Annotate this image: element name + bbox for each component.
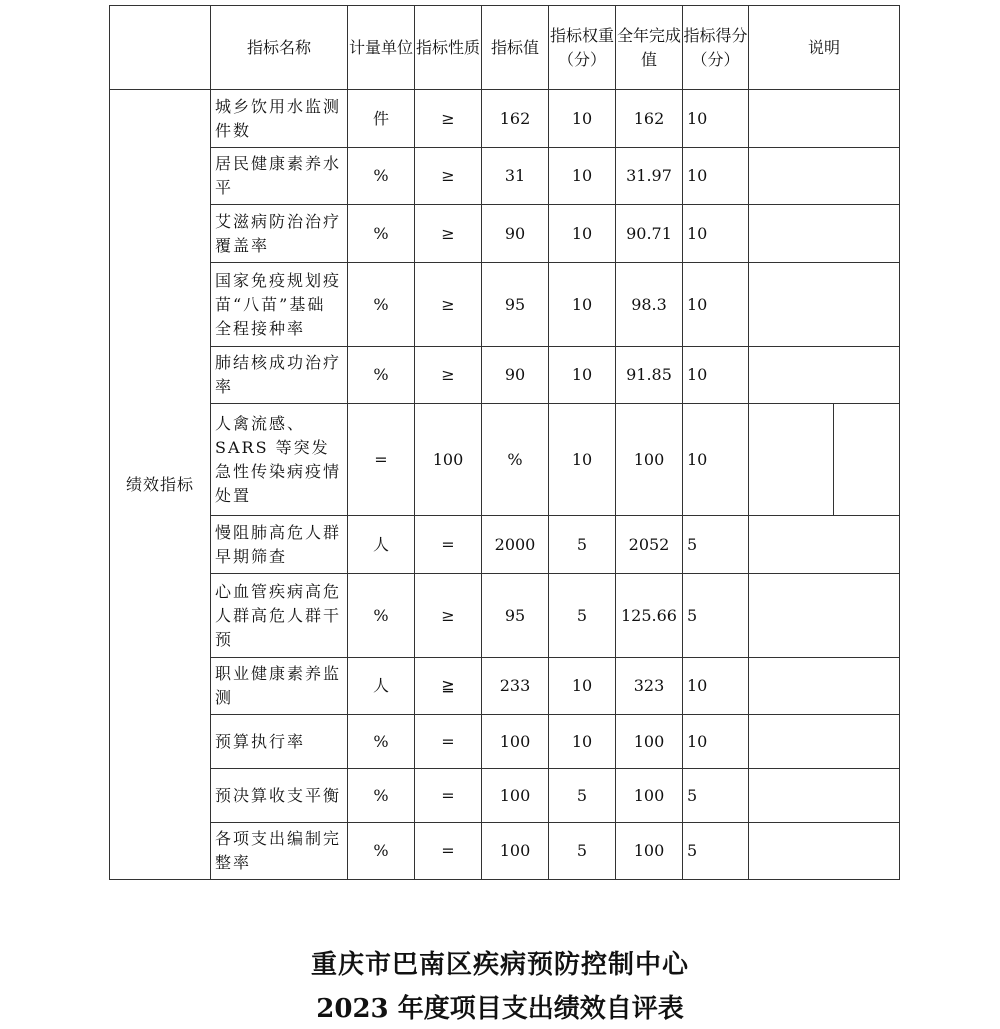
indicator-value-cell: 100 xyxy=(482,769,549,823)
indicator-note-cell xyxy=(749,205,900,263)
indicator-weight-cell: 10 xyxy=(549,148,616,205)
indicator-score-cell: 10 xyxy=(683,658,749,715)
indicator-name-cell: 艾滋病防治治疗覆盖率 xyxy=(211,205,348,263)
indicator-unit-cell: % xyxy=(348,769,415,823)
table-row xyxy=(110,823,900,880)
indicator-note-cell xyxy=(749,90,900,148)
indicator-actual-cell: 100 xyxy=(616,715,683,769)
indicator-weight-cell: 5 xyxy=(549,574,616,658)
indicator-actual-cell: 323 xyxy=(616,658,683,715)
indicator-value-cell: 90 xyxy=(482,205,549,263)
indicator-score-cell: 10 xyxy=(683,148,749,205)
indicator-nature-cell: ≥ xyxy=(415,263,482,347)
header-weight: 指标权重（分） xyxy=(549,6,616,90)
indicator-nature-cell: 100 xyxy=(415,404,482,516)
indicator-actual-cell: 31.97 xyxy=(616,148,683,205)
indicator-weight-cell: 10 xyxy=(549,404,616,516)
indicator-value-cell: % xyxy=(482,404,549,516)
indicator-weight-cell: 10 xyxy=(549,90,616,148)
indicator-note-cell xyxy=(749,715,900,769)
indicator-weight-cell: 5 xyxy=(549,769,616,823)
indicator-unit-cell: 件 xyxy=(348,90,415,148)
group-header-cell xyxy=(110,6,211,90)
indicator-score-cell: 5 xyxy=(683,823,749,880)
indicator-weight-cell: 10 xyxy=(549,715,616,769)
table-row xyxy=(110,148,900,205)
table-row xyxy=(110,658,900,715)
header-name: 指标名称 xyxy=(211,6,348,90)
indicator-name-cell: 人禽流感、SARS 等突发急性传染病疫情处置 xyxy=(211,404,348,516)
indicator-value-cell: 95 xyxy=(482,263,549,347)
indicator-name-cell: 国家免疫规划疫苗“八苗”基础全程接种率 xyxy=(211,263,348,347)
indicator-actual-cell: 98.3 xyxy=(616,263,683,347)
indicator-score-cell: 10 xyxy=(683,90,749,148)
performance-indicator-group-label: 绩效指标 xyxy=(110,90,211,880)
header-value: 指标值 xyxy=(482,6,549,90)
header-note: 说明 xyxy=(749,6,900,90)
indicator-name-cell: 职业健康素养监测 xyxy=(211,658,348,715)
header-unit: 计量单位 xyxy=(348,6,415,90)
indicator-nature-cell: ≥ xyxy=(415,574,482,658)
indicator-note-cell xyxy=(749,769,900,823)
indicator-nature-cell: = xyxy=(415,769,482,823)
indicator-unit-cell: % xyxy=(348,574,415,658)
indicator-score-cell: 5 xyxy=(683,516,749,574)
note-split-right xyxy=(834,404,899,515)
table-row xyxy=(110,347,900,404)
indicator-unit-cell: % xyxy=(348,347,415,404)
indicator-name-cell: 心血管疾病高危人群高危人群干预 xyxy=(211,574,348,658)
indicator-actual-cell: 91.85 xyxy=(616,347,683,404)
indicator-unit-cell: % xyxy=(348,823,415,880)
performance-table-wrapper xyxy=(109,5,900,880)
indicator-name-cell: 肺结核成功治疗率 xyxy=(211,347,348,404)
indicator-nature-cell: ≥ xyxy=(415,205,482,263)
indicator-name-cell: 预算执行率 xyxy=(211,715,348,769)
indicator-actual-cell: 125.66 xyxy=(616,574,683,658)
indicator-unit-cell: = xyxy=(348,404,415,516)
indicator-unit-cell: 人 xyxy=(348,516,415,574)
indicator-name-cell: 居民健康素养水平 xyxy=(211,148,348,205)
indicator-unit-cell: % xyxy=(348,715,415,769)
indicator-weight-cell: 5 xyxy=(549,516,616,574)
indicator-score-cell: 5 xyxy=(683,769,749,823)
indicator-weight-cell: 5 xyxy=(549,823,616,880)
indicator-actual-cell: 90.71 xyxy=(616,205,683,263)
indicator-note-cell xyxy=(749,148,900,205)
indicator-value-cell: 162 xyxy=(482,90,549,148)
table-row xyxy=(110,715,900,769)
document-title-line1: 重庆市巴南区疾病预防控制中心 xyxy=(310,950,689,980)
indicator-score-cell: 10 xyxy=(683,404,749,516)
document-title-line2: 2023 年度项目支出绩效自评表 xyxy=(316,994,684,1024)
indicator-weight-cell: 10 xyxy=(549,658,616,715)
indicator-name-cell: 预决算收支平衡 xyxy=(211,769,348,823)
indicator-value-cell: 233 xyxy=(482,658,549,715)
indicator-name-cell: 慢阻肺高危人群早期筛查 xyxy=(211,516,348,574)
indicator-score-cell: 10 xyxy=(683,347,749,404)
indicator-nature-cell: = xyxy=(415,823,482,880)
indicator-weight-cell: 10 xyxy=(549,205,616,263)
indicator-score-cell: 10 xyxy=(683,263,749,347)
header-score: 指标得分（分） xyxy=(683,6,749,90)
indicator-weight-cell: 10 xyxy=(549,347,616,404)
indicator-value-cell: 100 xyxy=(482,823,549,880)
indicator-note-cell xyxy=(749,658,900,715)
indicator-nature-cell: ≥ xyxy=(415,347,482,404)
header-actual: 全年完成值 xyxy=(616,6,683,90)
indicator-unit-cell: % xyxy=(348,205,415,263)
indicator-value-cell: 95 xyxy=(482,574,549,658)
indicator-value-cell: 31 xyxy=(482,148,549,205)
indicator-nature-cell: = xyxy=(415,715,482,769)
indicator-unit-cell: % xyxy=(348,148,415,205)
indicator-score-cell: 5 xyxy=(683,574,749,658)
indicator-note-cell xyxy=(749,574,900,658)
note-split xyxy=(749,404,899,515)
indicator-score-cell: 10 xyxy=(683,205,749,263)
table-row xyxy=(110,404,900,516)
indicator-nature-cell: ≥ xyxy=(415,148,482,205)
table-row xyxy=(110,90,900,148)
indicator-note-cell xyxy=(749,404,900,516)
table-row xyxy=(110,574,900,658)
indicator-actual-cell: 100 xyxy=(616,823,683,880)
indicator-note-cell xyxy=(749,823,900,880)
indicator-nature-cell: ≥ xyxy=(415,90,482,148)
indicator-value-cell: 90 xyxy=(482,347,549,404)
indicator-actual-cell: 2052 xyxy=(616,516,683,574)
indicator-nature-cell: = xyxy=(415,516,482,574)
indicator-note-cell xyxy=(749,347,900,404)
indicator-value-cell: 100 xyxy=(482,715,549,769)
indicator-weight-cell: 10 xyxy=(549,263,616,347)
indicator-unit-cell: 人 xyxy=(348,658,415,715)
note-split-left xyxy=(749,404,834,515)
table-row xyxy=(110,516,900,574)
indicator-unit-cell: % xyxy=(348,263,415,347)
table-row xyxy=(110,263,900,347)
indicator-actual-cell: 162 xyxy=(616,90,683,148)
indicator-nature-cell: ≧ xyxy=(415,658,482,715)
indicator-value-cell: 2000 xyxy=(482,516,549,574)
indicator-name-cell: 各项支出编制完整率 xyxy=(211,823,348,880)
indicator-actual-cell: 100 xyxy=(616,769,683,823)
indicator-actual-cell: 100 xyxy=(616,404,683,516)
indicator-name-cell: 城乡饮用水监测件数 xyxy=(211,90,348,148)
performance-table xyxy=(109,5,900,880)
table-row xyxy=(110,769,900,823)
table-row xyxy=(110,205,900,263)
header-nature: 指标性质 xyxy=(415,6,482,90)
header-row xyxy=(110,6,900,90)
indicator-score-cell: 10 xyxy=(683,715,749,769)
indicator-note-cell xyxy=(749,516,900,574)
indicator-note-cell xyxy=(749,263,900,347)
